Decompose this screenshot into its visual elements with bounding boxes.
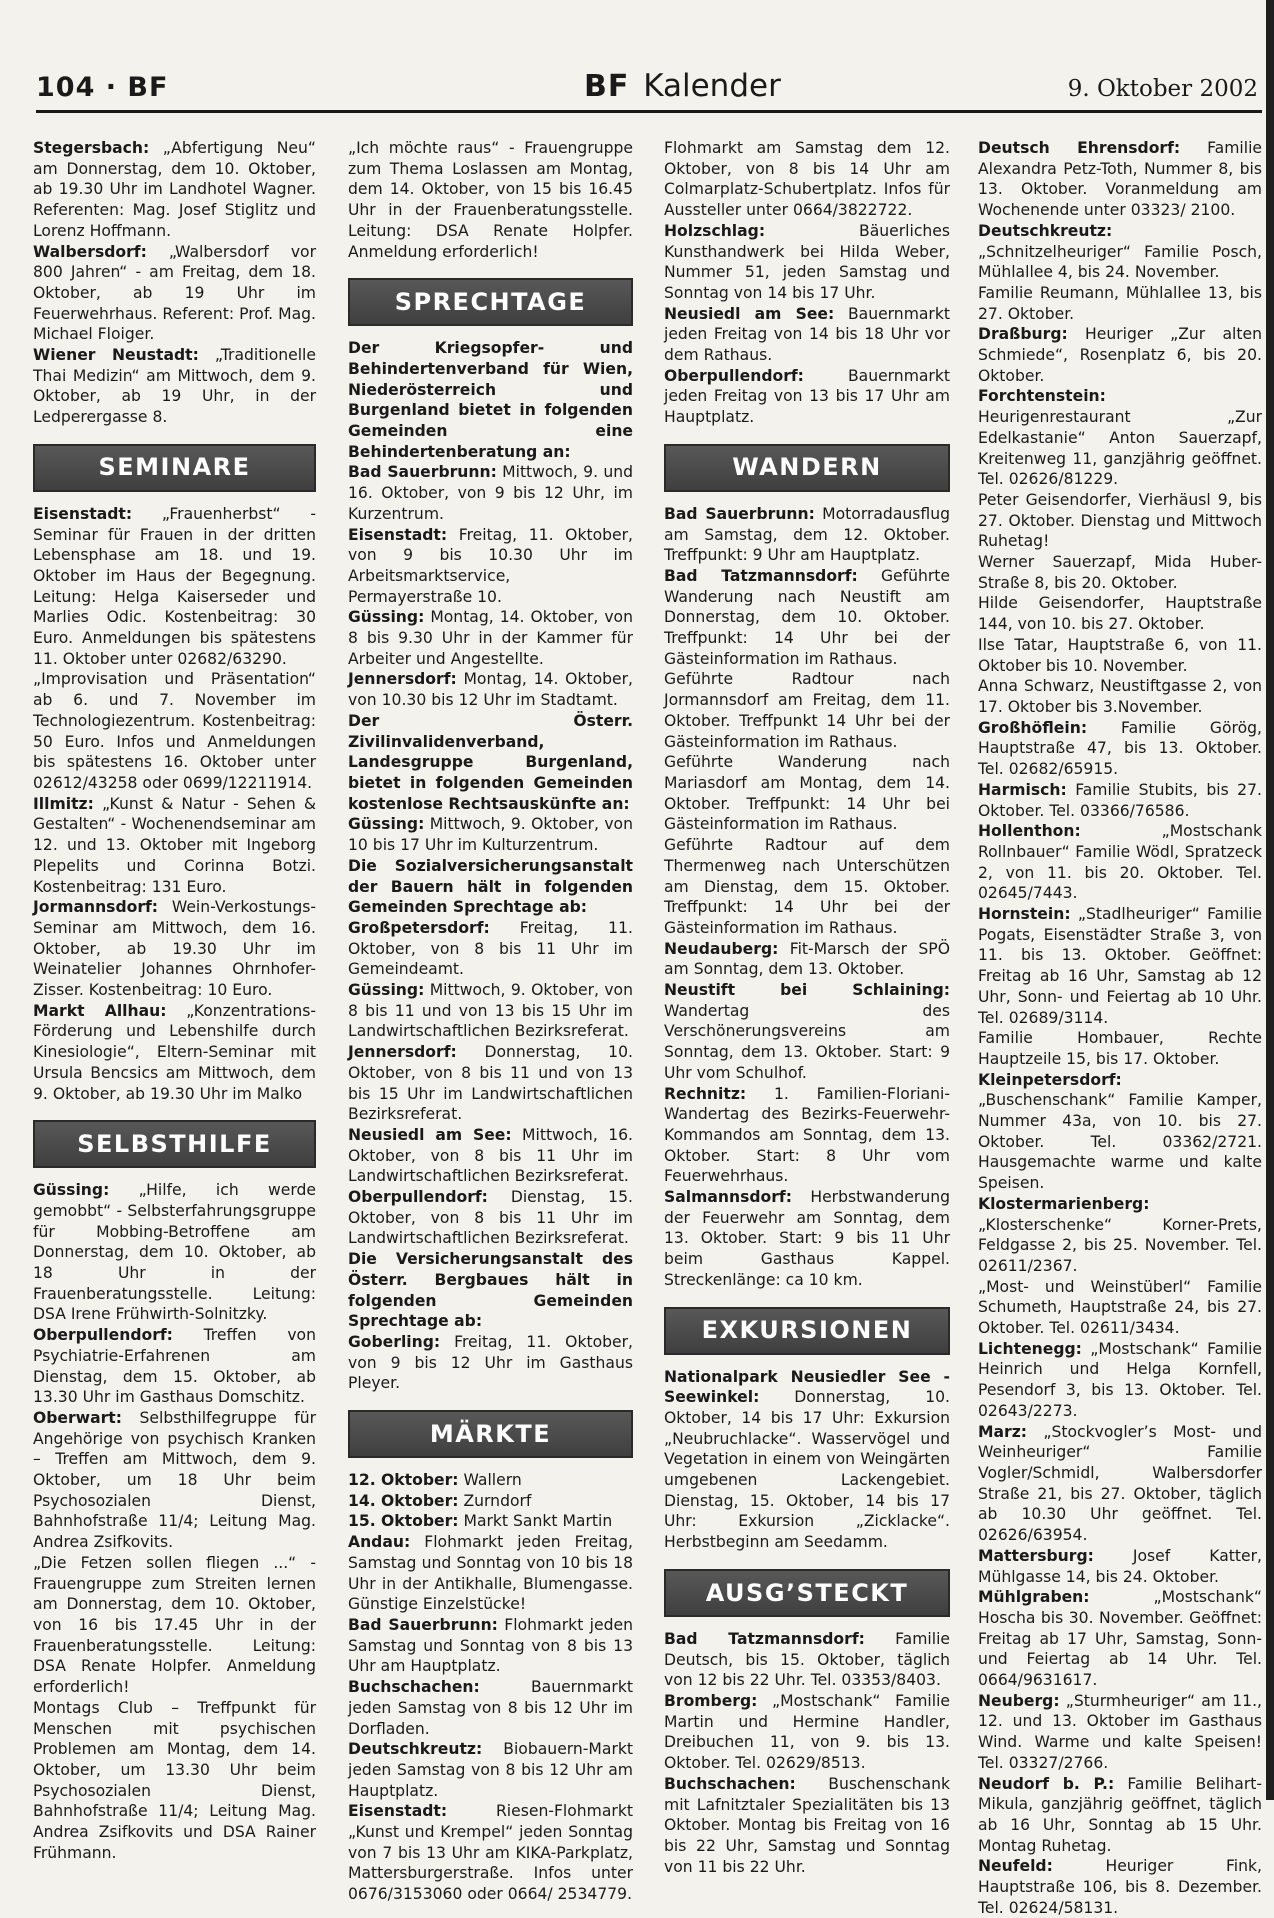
entry-location: Eisenstadt: [33,504,133,523]
listing-entry [348,918,633,980]
entry-text: Freitag, 11. Oktober, von 9 bis 12 Uhr im Gasthaus Pleyer. [348,1332,633,1393]
listing-entry [33,242,316,346]
entry-location: Deutsch Ehrensdorf: [978,139,1181,157]
entry-location: Mühlgraben: [978,1588,1090,1607]
entry-text: 1. Familien-Floriani-Wandertag des Bezirks-Feuerwehr-Kommandos am Sonntag, dem 13. Oktober. Start: 8 Uhr vom Feuerwehrhaus. [664,1084,950,1186]
listing-entry [33,1325,316,1408]
page-number: 104 · BF [36,72,169,103]
entry-text: Mittwoch, 9. und 16. Oktober, von 9 bis 12 Uhr, im Kurzentrum. [348,463,633,523]
listing-entry [348,1249,633,1332]
entry-location: Andau: [348,1533,411,1552]
entry-text: „Ich möchte raus“ - Frauengruppe zum Thema Loslassen am Montag, dem 14. Oktober, von 15 bis 16.45 Uhr in der Frauenberatungsstelle. Leitung: DSA Renate Holpfer. Anmeldung erforderlich! [348,139,633,261]
listing-entry [664,366,950,428]
entry-text: Ilse Tatar, Hauptstraße 6, von 11. Oktober bis 10. November. [978,635,1262,675]
entry-location: Neusiedl am See: [664,304,835,323]
entry-location: Klostermarienberg: [978,1194,1150,1213]
entry-location: Bad Sauerbrunn: [348,1616,498,1634]
entry-text: Fit-Marsch der SPÖ am Sonntag, dem 13. Oktober. [664,939,950,979]
listing-entry [664,1629,950,1691]
entry-text: Montag, 14. Oktober, von 8 bis 9.30 Uhr in der Kammer für Arbeiter und Angestellte. [348,608,633,668]
entry-text: Familie Reumann, Mühlallee 13, bis 27. Oktober. [978,283,1262,323]
listing-entry [978,635,1262,676]
listing-entry [664,138,950,221]
entry-location: Bad Tatzmannsdorf: [664,1629,865,1648]
entry-text: Buschenschank mit Lafnitztaler Spezialitäten bis 13 Oktober. Montag bis Freitag von 16 bis 22 Uhr, Samstag und Sonntag von 11 bis 22 Uhr. [664,1774,950,1876]
listing-entry [978,1070,1262,1194]
entry-text: „Improvisation und Präsentation“ ab 6. und 7. November im Technologiezentrum. Kostenbeitrag: 50 Euro. Infos und Anmeldungen bis spätestens 16. Oktober unter 02612/43258 oder 0699/12211914. [33,670,316,792]
entry-text: Anna Schwarz, Neustiftgasse 2, von 17. Oktober bis 3.November. [978,677,1262,716]
entry-text: Bauernmarkt jeden Samstag von 8 bis 12 Uhr im Dorfladen. [348,1678,633,1738]
entry-location: Harmisch: [978,780,1067,799]
listing-entry [664,304,950,366]
entry-text: Treffen von Psychiatrie-Erfahrenen am Dienstag, dem 15. Oktober, ab 13.30 Uhr im Gasthaus Domschitz. [33,1326,316,1407]
column-2 [348,138,633,1904]
entry-text: „Mostschank“ Hoscha bis 30. November. Geöffnet: Freitag ab 17 Uhr, Samstag, Sonn- und Feiertag ab 14 Uhr. Tel. 0664/9631617. [978,1588,1262,1690]
entry-text: Dienstag, 15. Oktober, von 8 bis 11 Uhr im Landwirtschaftlichen Bezirksreferat. [348,1188,633,1248]
entry-location: Oberwart: [33,1408,122,1427]
listing-entry [978,718,1262,780]
entry-text: Geführte Wanderung nach Neustift am Donnerstag, dem 10. Oktober. Treffpunkt: 14 Uhr bei der Gästeinformation im Rathaus. [664,566,950,668]
listing-entry [664,566,950,670]
listing-entry [978,138,1262,221]
entry-location: Salmannsdorf: [664,1188,792,1207]
entry-text: Donnerstag, 10. Oktober, 14 bis 17 Uhr: Exkursion „Neubruchlacke“. Wasservögel und Vegetation in einem von Weingärten umgebenen Lackengebiet. Dienstag, 15. Oktober, 14 bis 17 Uhr: Exkursion „Zicklacke“. Herbstbeginn am Seedamm. [664,1388,950,1552]
listing-entry [978,780,1262,821]
column-4 [978,138,1262,1917]
entry-location: Holzschlag: [664,221,766,240]
listing-entry [348,1615,633,1677]
entry-location: Bad Sauerbrunn: [664,504,815,523]
entry-text: „Stadlheuriger“ Familie Pogats, Eisenstädter Straße 3, von 11. bis 13. Oktober. Geöffnet: Freitag ab 16 Uhr, Samstag ab 12 Uhr, Sonn- und Feiertag ab 10 Uhr. Tel. 02689/3114. [978,905,1262,1027]
column-3 [664,138,950,1876]
entry-location: Walbersdorf: [33,242,147,261]
entry-text: „Buschenschank“ Familie Kamper, Nummer 43a, von 10. bis 27. Oktober. Tel. 03362/2721. Hausgemachte warme und kalte Speisen. [978,1091,1262,1193]
entry-location: Rechnitz: [664,1084,747,1103]
entry-location: Jormannsdorf: [33,898,159,917]
listing-entry [978,676,1262,717]
issue-date: 9. Oktober 2002 [1067,76,1258,102]
listing-entry [978,1691,1262,1774]
section-banner: SPRECHTAGE [348,278,633,326]
entry-text: Josef Katter, Mühlgasse 14, bis 24. Oktober. [978,1546,1262,1586]
listing-entry [978,1774,1262,1857]
listing-entry [33,1408,316,1553]
listing-entry [978,324,1262,386]
entry-text: Mittwoch, 9. Oktober, von 8 bis 11 und von 13 bis 15 Uhr im Landwirtschaftlichen Bezirksreferat. [348,981,633,1041]
entry-text: Biobauern-Markt jeden Samstag von 8 bis 12 Uhr am Hauptplatz. [348,1740,633,1800]
section-title: Kalender [643,68,781,104]
entry-text: Flohmarkt am Samstag dem 12. Oktober, von 8 bis 14 Uhr am Colmarplatz-Schubertplatz. Infos für Aussteller unter 0664/3822722. [664,139,950,220]
entry-text: „Klosterschenke“ Korner-Prets, Feldgasse 2, bis 25. November. Tel. 02611/2367. [978,1215,1262,1275]
entry-text: Heuriger „Zur alten Schmiede“, Rosenplatz 6, bis 20. Oktober. [978,325,1262,385]
listing-entry [978,1339,1262,1422]
listing-entry [348,711,633,815]
listing-entry [978,386,1262,490]
entry-text: „Frauenherbst“ - Seminar für Frauen in der dritten Lebensphase am 18. und 19. Oktober im Haus der Begegnung. Leitung: Helga Kaiserseder und Marlies Odic. Kostenbeitrag: 30 Euro. Anmeldungen bis spätestens 11. Oktober unter 02682/63290. [33,504,316,668]
entry-text: Donnerstag, 10. Oktober, von 8 bis 11 und von 13 bis 15 Uhr im Landwirtschaftlichen Bezirksreferat. [348,1043,633,1124]
entry-location: Goberling: [348,1332,441,1351]
listing-entry [664,939,950,980]
entry-text: Familie Hombauer, Rechte Hauptzeile 15, bis 17. Oktober. [978,1029,1262,1068]
listing-entry [33,1698,316,1864]
listing-entry [978,221,1262,283]
entry-text: Markt Sankt Martin [463,1512,613,1531]
entry-text: „Stockvogler’s Most- und Weinheuriger“ Familie Vogler/Schmidl, Walbersdorfer Straße 21, bis 27. Oktober, täglich ab 10.30 Uhr geöffnet. Tel. 02626/63954. [978,1422,1262,1545]
entry-location: Neudorf b. P.: [978,1774,1115,1793]
listing-entry [33,1180,316,1325]
entry-text: Familie Alexandra Petz-Toth, Nummer 8, bis 13. Oktober. Voranmeldung am Wochenende unter 03323/ 2100. [978,139,1262,220]
entry-location: Bromberg: [664,1692,758,1710]
entry-location: Neudauberg: [664,939,779,958]
entry-text: Werner Sauerzapf, Mida Huber-Straße 8, bis 20. Oktober. [978,553,1262,592]
entry-text: Heurigenrestaurant „Zur Edelkastanie“ Anton Sauerzapf, Kreitenweg 11, ganzjährig geöffnet. Tel. 02626/81229. [978,408,1262,489]
entry-location: Buchschachen: [664,1774,796,1793]
listing-entry [348,1677,633,1739]
entry-text: Wein-Verkostungs-Seminar am Mittwoch, dem 16. Oktober, ab 19.30 Uhr im Weinatelier Johannes Ohrnhofer-Zisser. Kostenbeitrag: 10 Euro. [33,898,316,1000]
entry-location: Die Versicherungsanstalt des Österr. Bergbaues hält in folgenden Gemeinden Sprechtage ab: [348,1250,633,1331]
entry-location: Hornstein: [978,905,1071,924]
entry-text: „Mostschank Rollnbauer“ Familie Wödl, Spratzeck 2, von 11. bis 20. Oktober. Tel. 02645/7443. [978,822,1262,903]
entry-location: Güssing: [33,1181,110,1200]
entry-location: Nationalpark Neusiedler See - Seewinkel: [664,1367,950,1407]
entry-location: 12. Oktober: [348,1471,459,1490]
listing-entry [348,462,633,524]
entry-location: Oberpullendorf: [664,366,804,385]
entry-location: Neufeld: [978,1857,1053,1876]
entry-text: Flohmarkt jeden Freitag, Samstag und Sonntag von 10 bis 18 Uhr in der Antikhalle, Blumengasse. Günstige Einzelstücke! [348,1533,633,1614]
entry-text: Riesen-Flohmarkt „Kunst und Krempel“ jeden Sonntag von 7 bis 13 Uhr am KIKA-Parkplatz, Mattersburgerstraße. Infos unter 0676/3153060 oder 0664/ 2534779. [348,1802,633,1904]
entry-location: Bad Sauerbrunn: [348,463,497,482]
entry-location: Jennersdorf: [348,670,457,689]
entry-location: Forchtenstein: [978,387,1106,406]
section-header [584,68,781,104]
listing-entry [33,897,316,1001]
entry-text: Freitag, 11. Oktober, von 8 bis 11 Uhr im Gemeindeamt. [348,918,633,979]
entry-location: Bad Tatzmannsdorf: [664,566,858,585]
listing-entry [348,980,633,1042]
listing-entry [33,1553,316,1698]
listing-entry [348,1491,633,1512]
section-banner: WANDERN [664,444,950,492]
listing-entry [348,338,633,462]
listing-entry [33,504,316,670]
entry-text: „Sturmheuriger“ am 11., 12. und 13. Oktober im Gasthaus Wind. Warme und kalte Speisen! Tel. 03327/2766. [978,1691,1262,1772]
entry-location: Eisenstadt: [348,1802,448,1821]
listing-entry [348,1125,633,1187]
entry-location: Hollenthon: [978,822,1081,841]
entry-location: 14. Oktober: [348,1491,459,1510]
listing-entry [348,1332,633,1394]
entry-text: „Walbersdorf vor 800 Jahren“ - am Freitag, dem 18. Oktober, ab 19 Uhr im Feuerwehrhaus. Referent: Prof. Mag. Michael Floiger. [33,242,316,344]
listing-entry [664,669,950,752]
listing-entry [978,593,1262,634]
entry-text: „Konzentrations-Förderung und Lebenshilfe durch Kinesiologie“, Eltern-Seminar mit Ursula Bencsics am Mittwoch, dem 9. Oktober, ab 19.30 Uhr im Malko [33,1001,316,1103]
entry-text: Motorradausflug am Samstag, dem 12. Oktober. Treffpunkt: 9 Uhr am Hauptplatz. [664,504,950,565]
entry-text: Mittwoch, 9. Oktober, von 10 bis 17 Uhr im Kulturzentrum. [348,815,633,855]
entry-location: Marz: [978,1422,1028,1441]
listing-entry [978,1856,1262,1918]
listing-entry [978,552,1262,593]
entry-text: Familie Görög, Hauptstraße 47, bis 13. Oktober. Tel. 02682/65915. [978,718,1262,779]
entry-text: Montags Club – Treffpunkt für Menschen mit psychischen Problemen am Montag, dem 14. Oktober, um 13.30 Uhr beim Psychosozialen Dienst, Bahnhofstraße 11/4; Leitung Mag. Andrea Zsifkovits und DSA Rainer Frühmann. [33,1698,316,1862]
entry-text: „Mostschank“ Familie Heinrich und Helga Kornfell, Pesendorf 3, bis 13. Oktober. Tel. 02643/2273. [978,1339,1262,1420]
listing-entry [348,669,633,710]
entry-location: Wiener Neustadt: [33,346,199,365]
entry-text: „Hilfe, ich werde gemobbt“ - Selbsterfahrungsgruppe für Mobbing-Betroffene am Donnerstag, dem 10. Oktober, ab 18 Uhr in der Frauenberatungsstelle. Leitung: DSA Irene Frühwirth-Solnitzky. [33,1181,316,1324]
entry-text: Geführte Radtour auf dem Thermenweg nach Unterschützen am Dienstag, dem 15. Oktober. Treffpunkt: 14 Uhr bei der Gästeinformation im Rathaus. [664,836,950,937]
entry-location: Oberpullendorf: [33,1326,173,1345]
entry-text: „Most- und Weinstüberl“ Familie Schumeth, Hauptstraße 24, bis 27. Oktober. Tel. 02611/3434. [978,1277,1262,1338]
entry-location: Güssing: [348,981,425,1000]
listing-entry [33,138,316,242]
entry-location: Deutschkreutz: [978,221,1113,240]
listing-entry [978,1546,1262,1587]
section-banner: AUSG’STECKT [664,1569,950,1617]
brand-logo: BF [584,69,630,104]
page-header [36,66,1262,113]
entry-location: Buchschachen: [348,1678,480,1697]
entry-text: Wandertag des Verschönerungsvereins am Sonntag, dem 13. Oktober. Start: 9 Uhr vom Schulhof. [664,1001,950,1082]
entry-text: Zurndorf [463,1491,532,1510]
listing-entry [33,1001,316,1105]
listing-entry [664,221,950,304]
entry-text: „Traditionelle Thai Medizin“ am Mittwoch, dem 9. Oktober, ab 19 Uhr, in der Ledperergasse 8. [33,346,316,427]
listing-entry [33,345,316,428]
listing-entry [664,1187,950,1291]
entry-text: Familie Belihart-Mikula, ganzjährig geöffnet, täglich ab 16 Uhr, Sonntag ab 15 Uhr. Montag Ruhetag. [978,1774,1262,1855]
entry-text: Hilde Geisendorfer, Hauptstraße 144, von 10. bis 27. Oktober. [978,594,1262,634]
entry-location: Deutschkreutz: [348,1740,483,1759]
listing-entry [664,980,950,1084]
entry-text: Heuriger Fink, Hauptstraße 106, bis 8. Dezember. Tel. 02624/58131. [978,1857,1262,1917]
entry-text: „Kunst & Natur - Sehen & Gestalten“ - Wochenendseminar am 12. und 13. Oktober mit Ingeborg Plepelits und Corinna Botzi. Kostenbeitrag: 131 Euro. [33,794,316,896]
entry-text: Familie Stubits, bis 27. Oktober. Tel. 03366/76586. [978,780,1262,820]
listing-entry [978,1587,1262,1691]
entry-location: Neuberg: [978,1691,1060,1710]
entry-location: Stegersbach: [33,139,150,157]
listing-entry [978,821,1262,904]
entry-location: Eisenstadt: [348,525,448,544]
entry-location: Illmitz: [33,794,94,813]
listing-entry [348,1187,633,1249]
listing-entry [978,1422,1262,1546]
entry-location: Oberpullendorf: [348,1188,488,1207]
listing-entry [664,1691,950,1774]
entry-location: Güssing: [348,608,425,627]
entry-text: Peter Geisendorfer, Vierhäusl 9, bis 27. Oktober. Dienstag und Mittwoch Ruhetag! [978,490,1262,551]
entry-text: Freitag, 11. Oktober, von 9 bis 10.30 Uhr im Arbeitsmarktservice, Permayerstraße 10. [348,525,633,606]
entry-text: Mittwoch, 16. Oktober, von 8 bis 11 Uhr im Landwirtschaftlichen Bezirksreferat. [348,1125,633,1186]
listing-entry [348,1042,633,1125]
listing-entry [348,1801,633,1905]
listing-entry [664,1367,950,1553]
entry-text: Geführte Radtour nach Jormannsdorf am Freitag, dem 11. Oktober. Treffpunkt 14 Uhr bei der Gästeinformation im Rathaus. [664,670,950,751]
listing-entry [348,814,633,855]
listing-entry [978,1277,1262,1339]
entry-text: „Die Fetzen sollen fliegen ...“ - Frauengruppe zum Streiten lernen am Donnerstag, dem 10. Oktober, von 16 bis 17.45 Uhr in der Frauenberatungsstelle. Leitung: DSA Renate Holpfer. Anmeldung erforderlich! [33,1553,316,1697]
entry-text: Flohmarkt jeden Samstag und Sonntag von 8 bis 13 Uhr am Hauptplatz. [348,1616,633,1676]
entry-location: Großpetersdorf: [348,918,490,937]
listing-entry [348,1532,633,1615]
entry-location: Neusiedl am See: [348,1125,512,1144]
section-banner: SELBSTHILFE [33,1120,316,1168]
listing-entry [978,1194,1262,1277]
page-edge-shadow [1266,0,1274,1800]
entry-text: Bauernmarkt jeden Freitag von 14 bis 18 Uhr vor dem Rathaus. [664,304,950,365]
listing-entry [978,904,1262,1028]
entry-location: Die Sozialversicherungsanstalt der Bauern hält in folgenden Gemeinden Sprechtage ab: [348,856,633,917]
entry-location: Kleinpetersdorf: [978,1070,1122,1089]
entry-text: Montag, 14. Oktober, von 10.30 bis 12 Uhr im Stadtamt. [348,670,633,710]
entry-text: Familie Deutsch, bis 15. Oktober, täglich von 12 bis 22 Uhr. Tel. 03353/8403. [664,1629,950,1690]
entry-location: Der Kriegsopfer- und Behindertenverband für Wien, Niederösterreich und Burgenland bietet in folgenden Gemeinden eine Behindertenberatung an: [348,339,633,461]
listing-entry [664,1084,950,1188]
entry-text: Wallern [463,1471,522,1490]
listing-entry [348,1511,633,1532]
column-1 [33,138,316,1862]
listing-entry [348,856,633,918]
listing-entry [33,669,316,793]
entry-location: Lichtenegg: [978,1339,1082,1358]
section-banner: EXKURSIONEN [664,1307,950,1355]
entry-text: „Mostschank“ Familie Martin und Hermine Handler, Dreibuchen 11, von 9. bis 13. Oktober. Tel. 02629/8513. [664,1692,950,1773]
listing-entry [348,525,633,608]
listing-entry [978,490,1262,552]
entry-text: Herbstwanderung der Feuerwehr am Sonntag, dem 13. Oktober. Start: 9 bis 11 Uhr beim Gasthaus Kappel. Streckenlänge: ca 10 km. [664,1188,950,1289]
entry-location: Neustift bei Schlaining: [664,981,950,1000]
listing-entry [978,1028,1262,1069]
listing-entry [664,1774,950,1878]
listing-entry [348,138,633,262]
listing-entry [978,283,1262,324]
listing-entry [664,504,950,566]
entry-location: Der Österr. Zivilinvalidenverband, Landesgruppe Burgenland, bietet in folgenden Gemeinden kostenlose Rechtsauskünfte an: [348,711,633,813]
entry-text: „Abfertigung Neu“ am Donnerstag, dem 10. Oktober, ab 19.30 Uhr im Landhotel Wagner. Referenten: Mag. Josef Stiglitz und Lorenz Hoffmann. [33,139,316,240]
entry-location: Mattersburg: [978,1546,1094,1565]
section-banner: SEMINARE [33,444,316,492]
listing-entry [33,794,316,898]
entry-location: Güssing: [348,815,425,834]
entry-location: Jennersdorf: [348,1043,457,1062]
entry-location: Draßburg: [978,325,1068,344]
listing-entry [348,1470,633,1491]
entry-text: Bauernmarkt jeden Freitag von 13 bis 17 Uhr am Hauptplatz. [664,366,950,427]
entry-text: „Schnitzelheuriger“ Familie Posch, Mühlallee 4, bis 24. November. [978,242,1262,282]
section-banner: MÄRKTE [348,1410,633,1458]
entry-text: Geführte Wanderung nach Mariasdorf am Montag, dem 14. Oktober. Treffpunkt: 14 Uhr bei Gästeinformation im Rathaus. [664,753,950,834]
entry-location: 15. Oktober: [348,1512,459,1531]
entry-location: Großhöflein: [978,718,1088,737]
entry-location: Markt Allhau: [33,1001,167,1020]
entry-text: Selbsthilfegruppe für Angehörige von psychisch Kranken – Treffen am Mittwoch, dem 9. Oktober, um 18 Uhr beim Psychosozialen Dienst, Bahnhofstraße 11/4; Leitung Mag. Andrea Zsifkovits. [33,1408,316,1552]
listing-entry [348,607,633,669]
listing-entry [664,752,950,835]
entry-text: Bäuerliches Kunsthandwerk bei Hilda Weber, Nummer 51, jeden Samstag und Sonntag von 14 bis 17 Uhr. [664,221,950,302]
listing-entry [348,1739,633,1801]
listing-entry [664,835,950,939]
